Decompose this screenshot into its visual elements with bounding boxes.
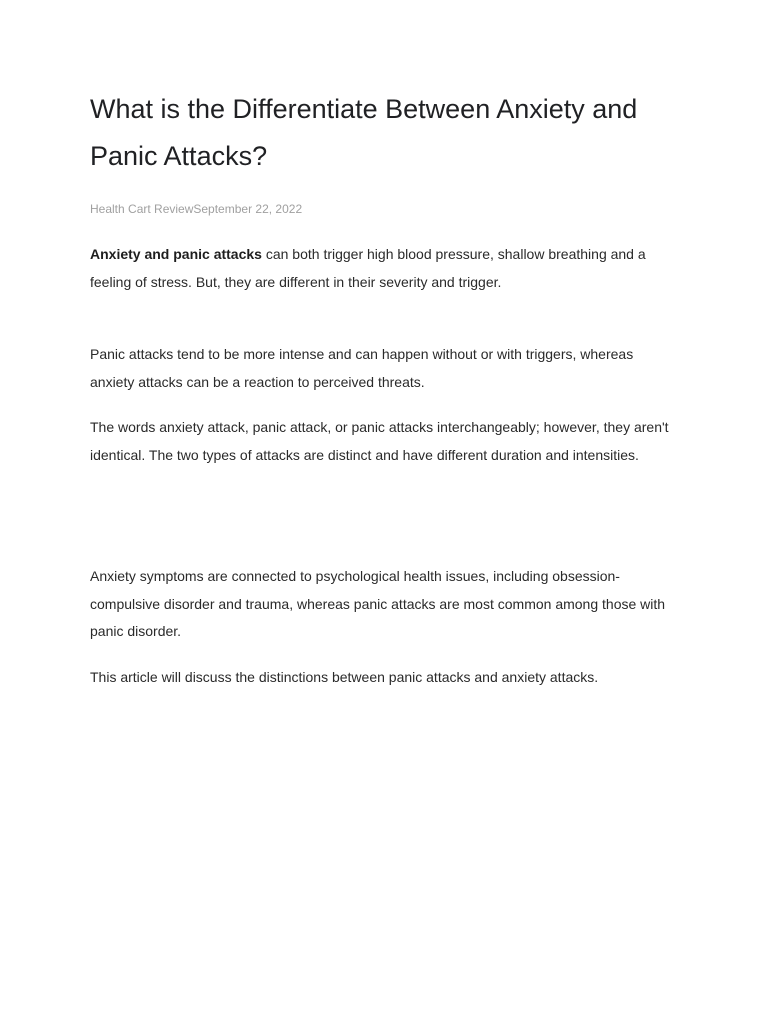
article-byline [90, 200, 302, 218]
author-name: Health Cart Review [90, 202, 194, 216]
body-paragraph: The words anxiety attack, panic attack, or panic attacks interchangeably; however, they aren't identical. The two types of attacks are distinct and have different duration and intensities. [90, 419, 669, 463]
intro-paragraph [90, 241, 680, 296]
body-paragraph: Panic attacks tend to be more intense and can happen without or with triggers, whereas anxiety attacks can be a reaction to perceived threats. [90, 346, 634, 390]
intro-bold-phrase: Anxiety and panic attacks [90, 246, 262, 262]
body-paragraph: This article will discuss the distinctions between panic attacks and anxiety attacks. [90, 669, 599, 685]
publish-date: September 22, 2022 [193, 202, 303, 216]
body-paragraph: Anxiety symptoms are connected to psychological health issues, including obsession-compulsive disorder and trauma, whereas panic attacks are most common among those with panic disorder. [90, 568, 666, 639]
article-title: What is the Differentiate Between Anxiety and Panic Attacks? [90, 94, 638, 171]
intro-text: can both trigger high blood pressure, shallow breathing and a feeling of stress. But, they are different in their severity and trigger. [90, 246, 646, 290]
